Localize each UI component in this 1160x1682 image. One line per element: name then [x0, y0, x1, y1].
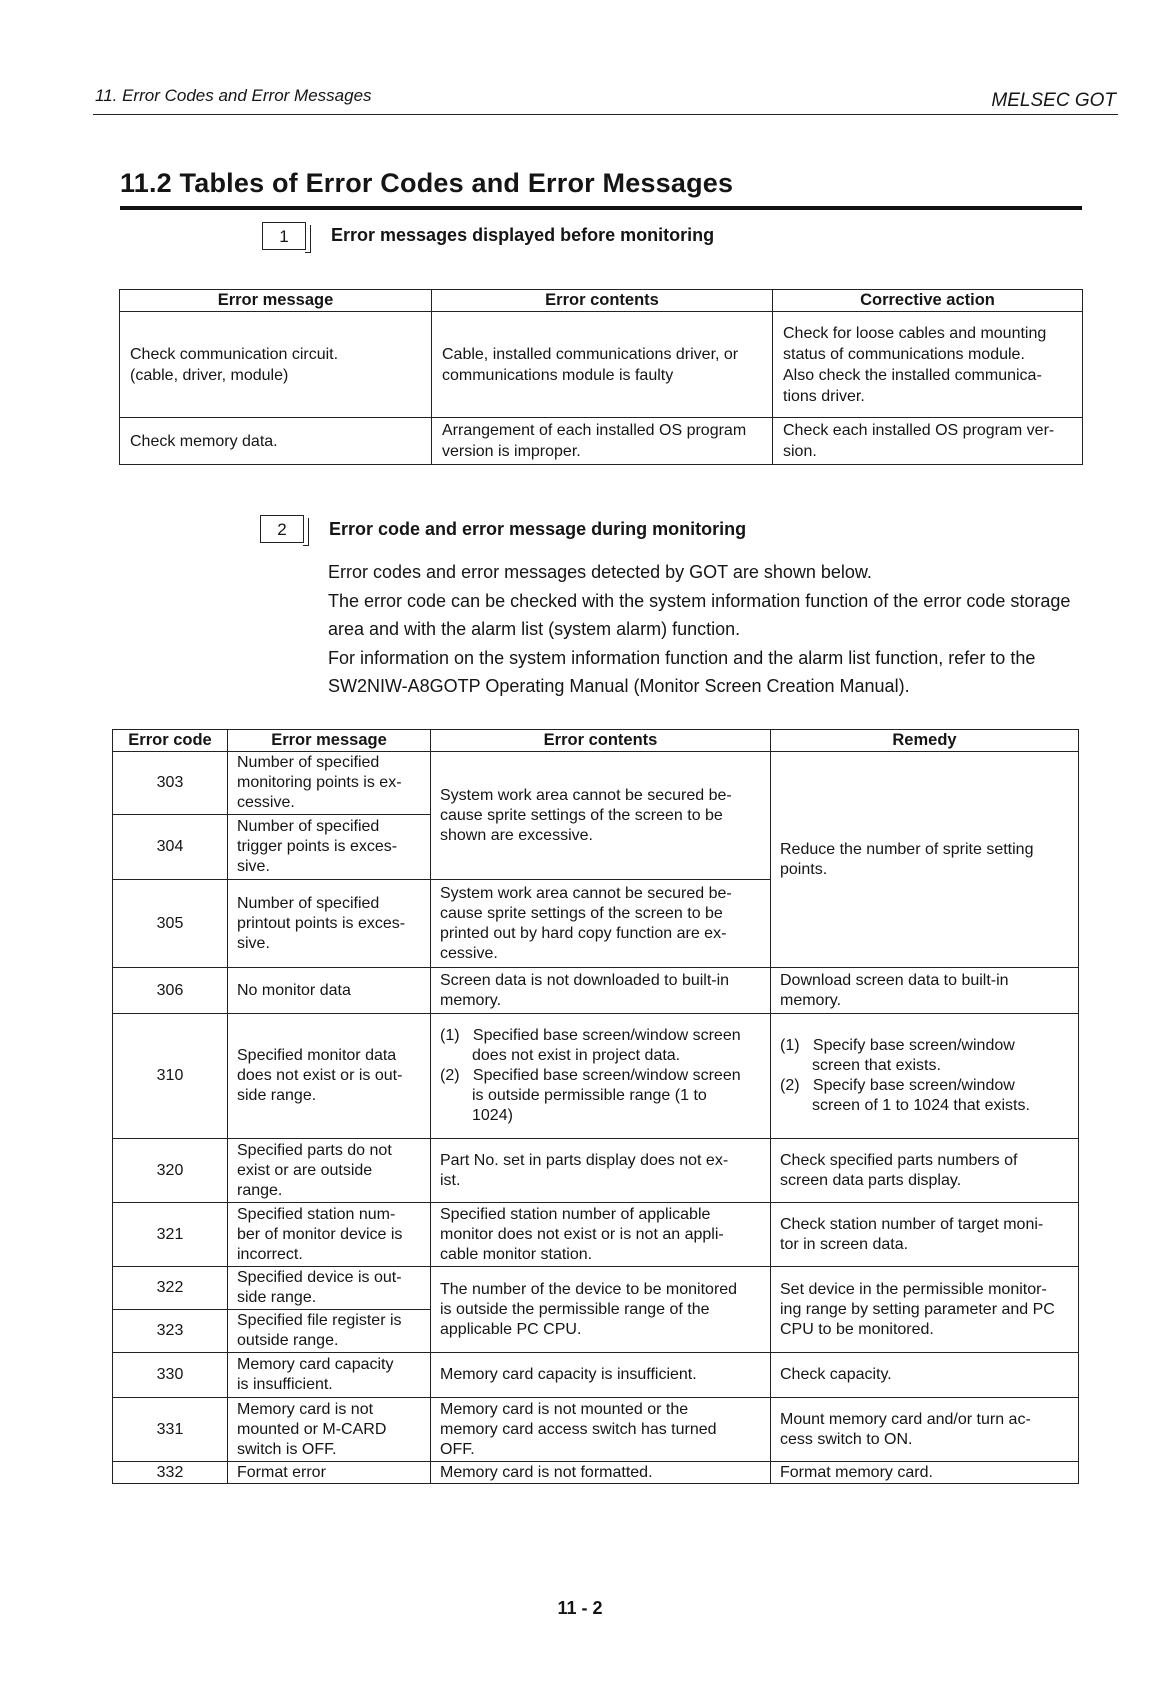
- remedy-cell: Download screen data to built-in memory.: [771, 968, 1079, 1014]
- error-message-cell: Specified file register is outside range.: [228, 1310, 431, 1353]
- col-header-error-message: Error message: [228, 730, 431, 752]
- table-row: [113, 1203, 1079, 1267]
- list-item: (1) Specify base screen/window screen that exists.: [780, 1037, 1015, 1074]
- error-message-cell: Number of specified trigger points is exces- sive.: [228, 815, 431, 880]
- table-during-monitoring: [112, 729, 1079, 1484]
- part2-title: Error code and error message during monitoring: [329, 519, 747, 539]
- error-message-cell: Specified monitor data does not exist or is out- side range.: [228, 1014, 431, 1139]
- error-code-cell: 320: [113, 1139, 228, 1203]
- part2-intro: [328, 558, 1088, 701]
- intro-paragraph: The error code can be checked with the system information function of the error code storage area and with the alarm list (system alarm) function.: [328, 590, 1071, 639]
- error-code-cell: 321: [113, 1203, 228, 1267]
- col-header-corrective-action: Corrective action: [773, 290, 1083, 312]
- error-contents-cell: The number of the device to be monitored is outside the permissible range of the applicable PC CPU.: [431, 1267, 771, 1353]
- section-rule: [120, 206, 1082, 210]
- intro-paragraph: For information on the system information function and the alarm list function, refer to the SW2NIW-A8GOTP Operating Manual (Monitor Screen Creation Manual).: [328, 647, 1036, 696]
- corrective-action-cell: Check for loose cables and mounting status of communications module. Also check the installed communica- tions driver.: [773, 312, 1083, 418]
- error-message-cell: Specified station num- ber of monitor device is incorrect.: [228, 1203, 431, 1267]
- error-message-cell: Memory card is not mounted or M-CARD switch is OFF.: [228, 1398, 431, 1462]
- list-item: (2) Specify base screen/window screen of 1 to 1024 that exists.: [780, 1077, 1030, 1114]
- table-row: [113, 1139, 1079, 1203]
- table-row: [120, 418, 1083, 465]
- error-contents-cell: Screen data is not downloaded to built-in memory.: [431, 968, 771, 1014]
- error-message-cell: Number of specified printout points is exces- sive.: [228, 880, 431, 968]
- remedy-cell: Reduce the number of sprite setting points.: [771, 752, 1079, 968]
- error-contents-cell: System work area cannot be secured be- cause sprite settings of the screen to be printed out by hard copy function are ex- cessive.: [431, 880, 771, 968]
- intro-paragraph: Error codes and error messages detected by GOT are shown below.: [328, 562, 872, 582]
- table-row: [120, 312, 1083, 418]
- error-code-cell: 332: [113, 1462, 228, 1484]
- remedy-cell: Mount memory card and/or turn ac- cess switch to ON.: [771, 1398, 1079, 1462]
- error-contents-cell: Specified station number of applicable monitor does not exist or is not an appli- cable monitor station.: [431, 1203, 771, 1267]
- error-contents-cell: Part No. set in parts display does not ex- ist.: [431, 1139, 771, 1203]
- header-rule: [93, 114, 1118, 115]
- error-message-cell: Number of specified monitoring points is ex- cessive.: [228, 752, 431, 815]
- list-item: (1) Specified base screen/window screen does not exist in project data.: [440, 1027, 741, 1064]
- error-contents-cell: Cable, installed communications driver, or communications module is faulty: [432, 312, 773, 418]
- col-header-error-contents: Error contents: [431, 730, 771, 752]
- error-contents-cell: Memory card capacity is insufficient.: [431, 1353, 771, 1398]
- error-message-cell: Specified device is out- side range.: [228, 1267, 431, 1310]
- error-message-cell: Specified parts do not exist or are outside range.: [228, 1139, 431, 1203]
- error-message-cell: Format error: [228, 1462, 431, 1484]
- running-header-product: MELSEC GOT: [991, 90, 1116, 111]
- running-header-chapter: 11. Error Codes and Error Messages: [95, 86, 372, 105]
- table-row: [113, 968, 1079, 1014]
- corrective-action-cell: Check each installed OS program ver- sion.: [773, 418, 1083, 465]
- error-contents-cell: [431, 1014, 771, 1139]
- error-code-cell: 330: [113, 1353, 228, 1398]
- list-item: (2) Specified base screen/window screen is outside permissible range (1 to 1024): [440, 1067, 741, 1124]
- error-code-cell: 303: [113, 752, 228, 815]
- remedy-cell: Format memory card.: [771, 1462, 1079, 1484]
- table-row: [113, 1267, 1079, 1310]
- error-message-cell: No monitor data: [228, 968, 431, 1014]
- remedy-cell: Check capacity.: [771, 1353, 1079, 1398]
- error-message-cell: Check memory data.: [120, 418, 432, 465]
- error-code-cell: 304: [113, 815, 228, 880]
- error-code-cell: 306: [113, 968, 228, 1014]
- error-contents-cell: Memory card is not formatted.: [431, 1462, 771, 1484]
- error-code-cell: 323: [113, 1310, 228, 1353]
- table-before-monitoring: [119, 289, 1083, 465]
- error-message-cell: Memory card capacity is insufficient.: [228, 1353, 431, 1398]
- page-number: 11 - 2: [557, 1598, 603, 1618]
- error-code-cell: 310: [113, 1014, 228, 1139]
- remedy-cell: Check station number of target moni- tor in screen data.: [771, 1203, 1079, 1267]
- table-row: [113, 1014, 1079, 1139]
- col-header-error-code: Error code: [113, 730, 228, 752]
- part2-number-box: 2: [260, 515, 304, 543]
- section-title: 11.2 Tables of Error Codes and Error Messages: [120, 168, 734, 198]
- error-contents-cell: System work area cannot be secured be- cause sprite settings of the screen to be shown are excessive.: [431, 752, 771, 880]
- part1-title: Error messages displayed before monitoring: [331, 225, 715, 245]
- col-header-error-contents: Error contents: [432, 290, 773, 312]
- table-row: [113, 1398, 1079, 1462]
- part1-number-box: 1: [262, 222, 306, 250]
- table-row: [113, 1353, 1079, 1398]
- table-row: [113, 752, 1079, 815]
- error-code-cell: 322: [113, 1267, 228, 1310]
- error-message-cell: Check communication circuit. (cable, driver, module): [120, 312, 432, 418]
- col-header-remedy: Remedy: [771, 730, 1079, 752]
- error-contents-cell: Arrangement of each installed OS program version is improper.: [432, 418, 773, 465]
- remedy-cell: Check specified parts numbers of screen data parts display.: [771, 1139, 1079, 1203]
- table-row: [113, 1462, 1079, 1484]
- remedy-cell: [771, 1014, 1079, 1139]
- remedy-cell: Set device in the permissible monitor- ing range by setting parameter and PC CPU to be monitored.: [771, 1267, 1079, 1353]
- error-contents-cell: Memory card is not mounted or the memory card access switch has turned OFF.: [431, 1398, 771, 1462]
- error-code-cell: 305: [113, 880, 228, 968]
- error-code-cell: 331: [113, 1398, 228, 1462]
- col-header-error-message: Error message: [120, 290, 432, 312]
